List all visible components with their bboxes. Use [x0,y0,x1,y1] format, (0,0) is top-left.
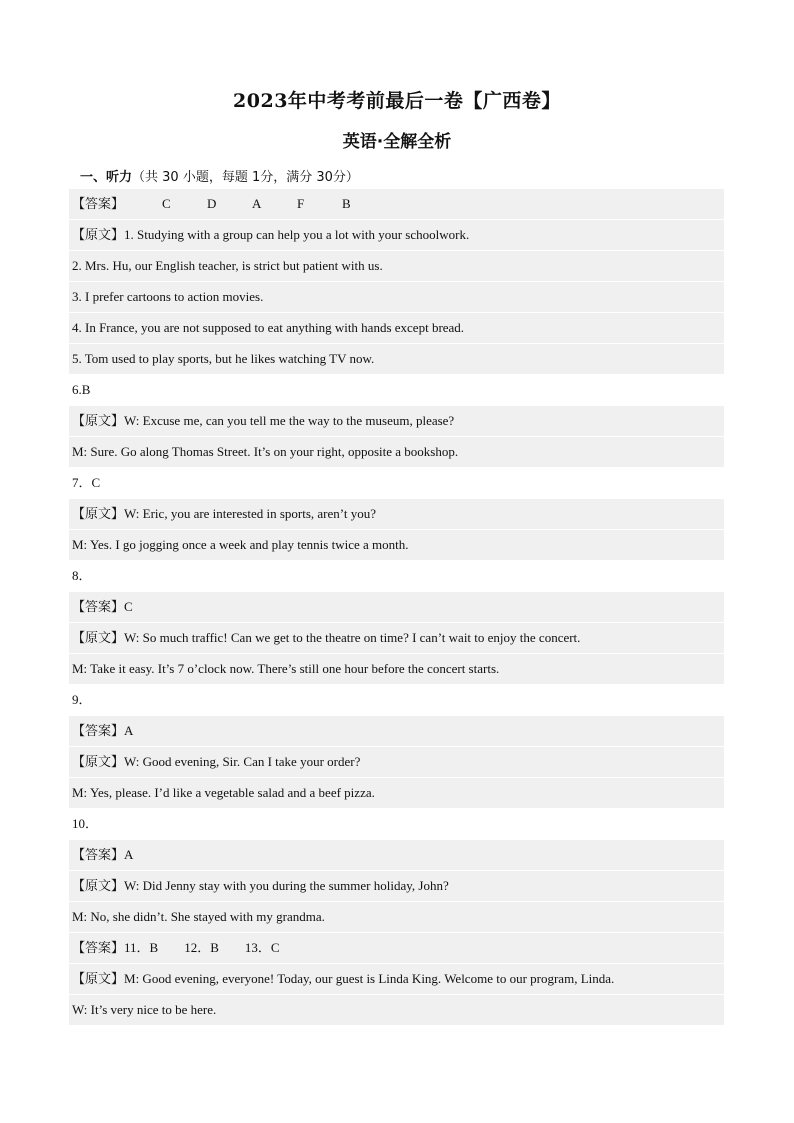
original-tag: 【原文】 [72,414,125,429]
page-subtitle: 英语·全解全析 [342,132,452,152]
line-text: W: Did Jenny stay with you during the summer holiday, John? [124,878,449,893]
original-tag: 【原文】 [72,879,125,894]
answer-line [69,933,724,964]
answer-value: C [124,599,133,614]
answer-option: B [342,196,351,211]
original-tag: 【原文】 [72,228,125,243]
answer-option: C [162,196,171,211]
answer-value: A [124,847,134,862]
transcript-line: 5. Tom used to play sports, but he likes watching TV now. [69,344,724,375]
answer-tag: 【答案】 [72,724,125,739]
question-number: 7．C [69,468,724,499]
answer-line [69,716,724,747]
transcript-line [69,871,724,902]
transcript-line: M: Yes, please. I’d like a vegetable salad and a beef pizza. [69,778,724,809]
line-text: W: Excuse me, can you tell me the way to the museum, please? [124,413,455,428]
original-tag: 【原文】 [72,755,125,770]
section-heading [80,166,359,185]
line-text: M: Good evening, everyone! Today, our guest is Linda King. Welcome to our program, Linda. [124,971,615,986]
answer-tag: 【答案】 [72,600,125,615]
original-tag: 【原文】 [72,631,125,646]
answer-body [69,189,724,1026]
transcript-line: M: Take it easy. It’s 7 o’clock now. There’s still one hour before the concert starts. [69,654,724,685]
answer-line [69,189,724,220]
line-text: W: Good evening, Sir. Can I take your order? [124,754,361,769]
answer-line [69,592,724,623]
transcript-line: M: Yes. I go jogging once a week and play tennis twice a month. [69,530,724,561]
transcript-line: 4. In France, you are not supposed to eat anything with hands except bread. [69,313,724,344]
question-number: 9． [69,685,724,716]
transcript-line [69,623,724,654]
answer-option: D [207,196,217,211]
answer-tag: 【答案】 [72,197,125,212]
transcript-line: W: It’s very nice to be here. [69,995,724,1026]
transcript-line [69,747,724,778]
line-text: W: So much traffic! Can we get to the theatre on time? I can’t wait to enjoy the concert. [124,630,581,645]
transcript-line [69,499,724,530]
transcript-line [69,406,724,437]
question-number: 6.B [69,375,724,406]
answer-option: F [297,196,305,211]
line-text: 1. Studying with a group can help you a lot with your schoolwork. [124,227,470,242]
answer-option: A [252,196,262,211]
transcript-line: 3. I prefer cartoons to action movies. [69,282,724,313]
section-desc: （共 30 小题，每题 1分，满分 30分） [132,170,359,185]
answer-value: 11．B 12．B 13．C [124,940,280,955]
transcript-line: 2. Mrs. Hu, our English teacher, is strict but patient with us. [69,251,724,282]
answer-value: A [124,723,134,738]
answer-tag: 【答案】 [72,848,125,863]
original-tag: 【原文】 [72,972,125,987]
line-text: W: Eric, you are interested in sports, aren’t you? [124,506,376,521]
section-label: 一、听力 [80,170,133,185]
transcript-line: M: No, she didn’t. She stayed with my grandma. [69,902,724,933]
page-title: 2023年中考考前最后一卷【广西卷】 [233,90,561,112]
transcript-line: M: Sure. Go along Thomas Street. It’s on your right, opposite a bookshop. [69,437,724,468]
answer-line [69,840,724,871]
transcript-line [69,964,724,995]
original-tag: 【原文】 [72,507,125,522]
transcript-line [69,220,724,251]
answer-tag: 【答案】 [72,941,125,956]
question-number: 8． [69,561,724,592]
question-number: 10． [69,809,724,840]
